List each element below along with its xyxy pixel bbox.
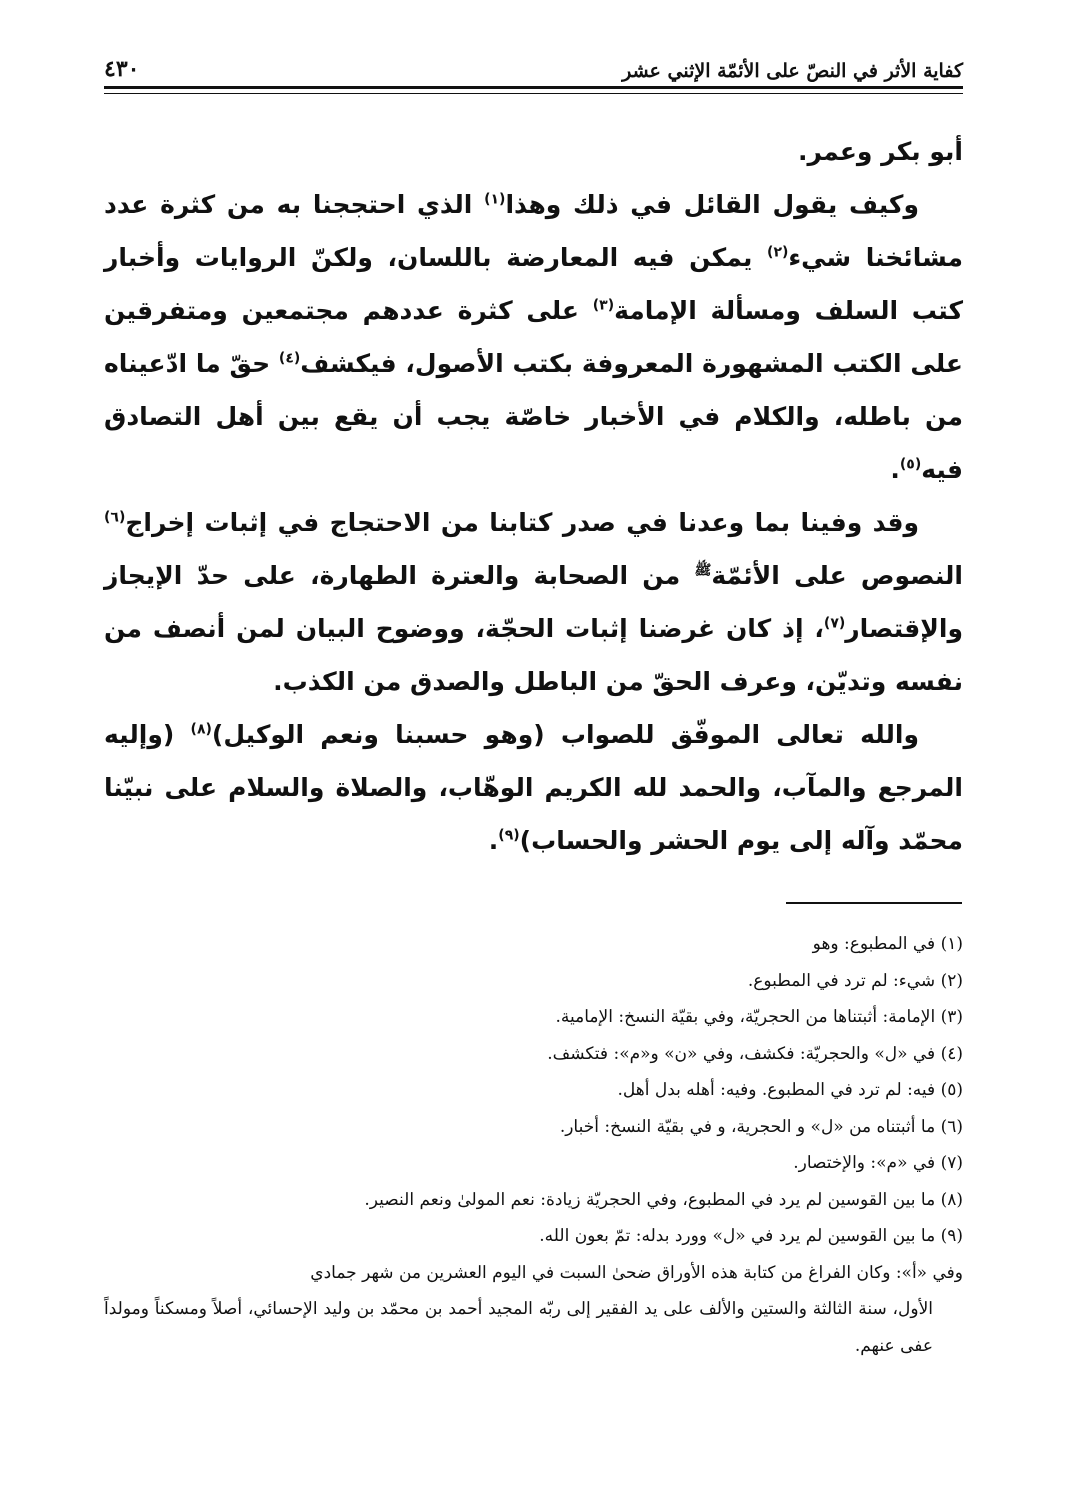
colophon-first-line: وفي «أ»: وكان الفراغ من كتابة هذه الأوراق ضحىٰ السبت في اليوم العشرين من شهر جمادي [310, 1262, 963, 1283]
paragraph-3-text-d: ، إذ كان غرضنا إثبات الحجّة، ووضوح البيان لمن أنصف من نفسه وتديّن، وعرف الحقّ من الباطل والصدق من الكذب. [104, 614, 963, 696]
footnote-ref-3[interactable]: (٣) [592, 297, 615, 314]
footnote-2: (٢) شيء: لم ترد في المطبوع. [747, 970, 963, 991]
footnote-ref-5[interactable]: (٥) [899, 456, 922, 473]
footnote-9: (٩) ما بين القوسين لم يرد في «ل» وورد بدله: تمّ بعون الله. [539, 1226, 963, 1246]
footnote-5: (٥) فيه: لم ترد في المطبوع. وفيه: أهله بدل أهل. [617, 1080, 963, 1100]
page-header [104, 38, 963, 82]
paragraph-3-text-c: من الصحابة والعترة الطهارة، على حدّ الإيجاز والإقتصار [104, 561, 963, 643]
honorific-symbol: ﷺ [694, 562, 712, 579]
paragraph-2-text-e: حقّ ما ادّعيناه من باطله، والكلام في الأخبار خاصّة يجب أن يقع بين أهل التصادق فيه [104, 349, 963, 484]
footnote-1: (١) في المطبوع: وهو [812, 934, 963, 954]
footnote-6: (٦) ما أثبتناه من «ل» و الحجرية، و في بقيّة النسخ: أخبار. [559, 1116, 963, 1137]
header-rule-thick [104, 86, 963, 89]
paragraph-2 [104, 178, 963, 496]
paragraph-2-text-a: وكيف يقول القائل في ذلك وهذا [505, 190, 919, 219]
footnote-ref-4[interactable]: (٤) [278, 350, 301, 367]
paragraph-3-text-a: وقد وفينا بما وعدنا في صدر كتابنا من الاحتجاج في إثبات إخراج [125, 508, 919, 537]
footnote-3: (٣) الإمامة: أثبتناها من الحجريّة، وفي بقيّة النسخ: الإمامية. [555, 1007, 963, 1027]
paragraph-4-text-a: والله تعالى الموفّق للصواب (وهو حسبنا ونعم الوكيل) [211, 720, 919, 749]
footnotes [104, 926, 963, 1364]
paragraph-1-text: أبو بكر وعمر. [798, 137, 963, 166]
footnote-ref-7[interactable]: (٧) [823, 615, 846, 632]
footnote-ref-6[interactable]: (٦) [104, 509, 126, 526]
footnote-ref-9[interactable]: (٩) [498, 827, 520, 844]
footnote-4: (٤) في «ل» والحجريّة: فكشف، وفي «ن» و«م»: فتكشف. [547, 1043, 963, 1064]
footnote-ref-1[interactable]: (١) [484, 191, 506, 208]
colophon-note [104, 1255, 963, 1365]
paragraph-4-text-c: . [488, 826, 499, 855]
paragraph-2-text-b: الذي احتججنا به من كثرة عدد مشائخنا شيء [104, 190, 964, 272]
running-title: كفاية الأثر في النصّ على الأئمّة الإثني عشر [622, 60, 963, 82]
paragraph-4 [104, 708, 963, 867]
footnote-ref-2[interactable]: (٢) [767, 244, 789, 261]
paragraph-2-text-f: . [890, 455, 900, 484]
footnote-separator [786, 902, 962, 904]
footnote-7: (٧) في «م»: والإختصار. [793, 1153, 963, 1173]
paragraph-3-text-b: النصوص على الأئمّة [711, 561, 963, 590]
page-number: ٤٣٠ [104, 56, 140, 82]
paragraph-2-text-c: يمكن فيه المعارضة باللسان، ولكنّ الروايات وأخبار كتب السلف ومسألة الإمامة [104, 243, 963, 325]
main-text [104, 125, 963, 867]
paragraph-1 [104, 125, 963, 178]
paragraph-3 [104, 496, 963, 708]
footnote-8: (٨) ما بين القوسين لم يرد في المطبوع، وفي الحجريّة زيادة: نعم المولىٰ ونعم النصير. [364, 1189, 963, 1210]
paragraph-4-text-b: (وإليه المرجع والمآب، والحمد لله الكريم الوهّاب، والصلاة والسلام على نبيّنا محمّد وآله إلى يوم الحشر والحساب) [104, 720, 963, 855]
footnote-ref-8[interactable]: (٨) [190, 721, 212, 738]
header-rule-thin [104, 93, 963, 94]
paragraph-2-text-d: على كثرة عددهم مجتمعين ومتفرقين على الكتب المشهورة المعروفة بكتب الأصول، فيكشف [104, 296, 964, 378]
colophon-continuation: الأول، سنة الثالثة والستين والألف على يد الفقير إلى ربّه المجيد أحمد بن محمّد بن وليد الإحسائي، أصلاً ومسكناً ومولداً عفى عنهم. [104, 1299, 933, 1356]
